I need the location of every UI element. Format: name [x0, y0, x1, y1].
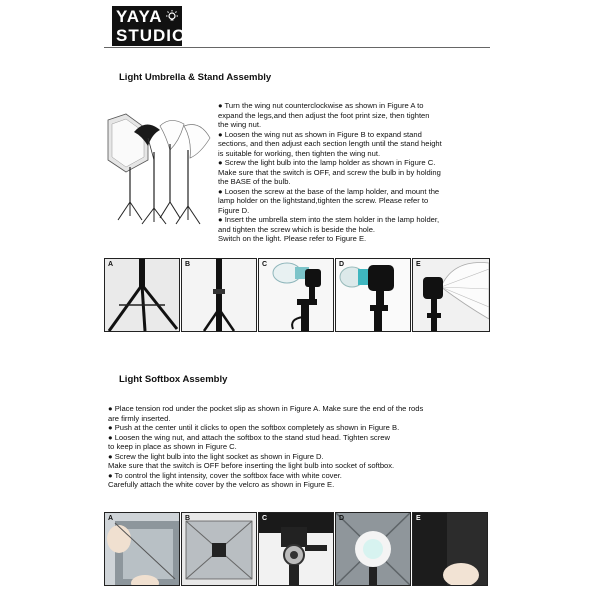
- umbrella-figure-e: [412, 258, 490, 332]
- instruction-line: Figure D.: [218, 205, 250, 215]
- bulb-holder-icon: [259, 259, 333, 331]
- figure-letter: A: [108, 261, 114, 268]
- figure-letter: B: [185, 515, 191, 522]
- figure-letter: D: [339, 261, 345, 268]
- umbrella-figure-b: [181, 258, 257, 332]
- softbox-figure-c: [258, 512, 334, 586]
- instruction-line: lamp holder on the lightstand,tighten the screw. Please refer to: [218, 196, 429, 205]
- softbox-figure-e: [412, 512, 488, 586]
- instruction-line: ● Push at the center until it clicks to open the softbox completely as shown in Figure B.: [108, 423, 400, 432]
- light-bulb-icon: [164, 9, 180, 25]
- instruction-line: ● Place tension rod under the pocket slip as shown in Figure A. Make sure the end of the rods: [108, 404, 424, 413]
- umbrella-instructions: [218, 101, 442, 244]
- figure-letter: D: [339, 515, 345, 522]
- softbox-figure-a: [104, 512, 180, 586]
- logo-line-2: STUDIOS: [116, 26, 199, 45]
- instruction-line: ● Screw the light bulb into the lamp holder as shown in Figure C.: [218, 158, 436, 167]
- umbrella-figure-d: [335, 258, 411, 332]
- instruction-line: ● Loosen the screw at the base of the lamp holder, and mount the: [218, 186, 440, 196]
- instruction-line: Carefully attach the white cover by the velcro as shown in Figure E.: [108, 480, 335, 489]
- instruction-line: are firmly inserted.: [108, 413, 171, 423]
- figure-letter: B: [185, 261, 191, 268]
- instruction-line: sections, and then adjust each section length until the stand height: [218, 139, 442, 148]
- instruction-line: Make sure that the switch is OFF before inserting the light bulb into socket of softbox.: [108, 461, 395, 470]
- umbrella-mounted-icon: [413, 259, 489, 331]
- instruction-line: Switch on the light. Please refer to Figure E.: [218, 234, 367, 243]
- softbox-figure-b: [181, 512, 257, 586]
- figure-letter: E: [416, 261, 421, 268]
- instruction-line: the wing nut.: [218, 120, 262, 129]
- umbrella-section-title: Light Umbrella & Stand Assembly: [119, 72, 272, 83]
- header-divider: [104, 47, 490, 48]
- instruction-line: Make sure that the switch is OFF, and screw the bulb in by holding: [218, 167, 441, 177]
- figure-letter: C: [262, 515, 268, 522]
- instruction-line: and tighten the screw which is beside the hole.: [218, 224, 376, 234]
- instruction-line: ● Insert the umbrella stem into the stem holder in the lamp holder,: [218, 215, 440, 224]
- lamp-holder-icon: [336, 259, 410, 331]
- instruction-line: is suitable for working, then tighten the wing nut.: [218, 148, 381, 158]
- white-cover-icon: [413, 513, 487, 585]
- tension-rod-icon: [105, 513, 179, 585]
- instruction-line: ● Loosen the wing nut, and attach the softbox to the stand stud head. Tighten screw: [108, 432, 390, 442]
- softbox-instructions: [108, 404, 423, 490]
- figure-letter: C: [262, 261, 268, 268]
- instruction-line: ● Screw the light bulb into the light socket as shown in Figure D.: [108, 451, 324, 461]
- figure-letter: E: [416, 515, 421, 522]
- softbox-figure-d: [335, 512, 411, 586]
- stud-head-icon: [259, 513, 333, 585]
- instruction-line: the BASE of the bulb.: [218, 177, 291, 186]
- instruction-line: ● Turn the wing nut counterclockwise as shown in Figure A to: [218, 101, 424, 110]
- instruction-line: expand the legs,and then adjust the foot print size, then tighten: [218, 110, 430, 120]
- softbox-section-title: Light Softbox Assembly: [119, 374, 228, 385]
- lighting-kit-illustration: [104, 112, 214, 230]
- softbox-open-icon: [182, 513, 256, 585]
- instruction-line: to keep in place as shown in Figure C.: [108, 442, 237, 451]
- brand-logo: [112, 6, 199, 46]
- figure-letter: A: [108, 515, 114, 522]
- socket-bulb-icon: [336, 513, 410, 585]
- umbrella-figure-a: [104, 258, 180, 332]
- logo-line-1: YAYA: [116, 7, 163, 26]
- umbrella-figure-c: [258, 258, 334, 332]
- instruction-line: ● Loosen the wing nut as shown in Figure B to expand stand: [218, 129, 422, 139]
- stand-pole-icon: [182, 259, 256, 331]
- tripod-legs-icon: [105, 259, 179, 331]
- instruction-line: ● To control the light intensity, cover the softbox face with white cover.: [108, 470, 342, 480]
